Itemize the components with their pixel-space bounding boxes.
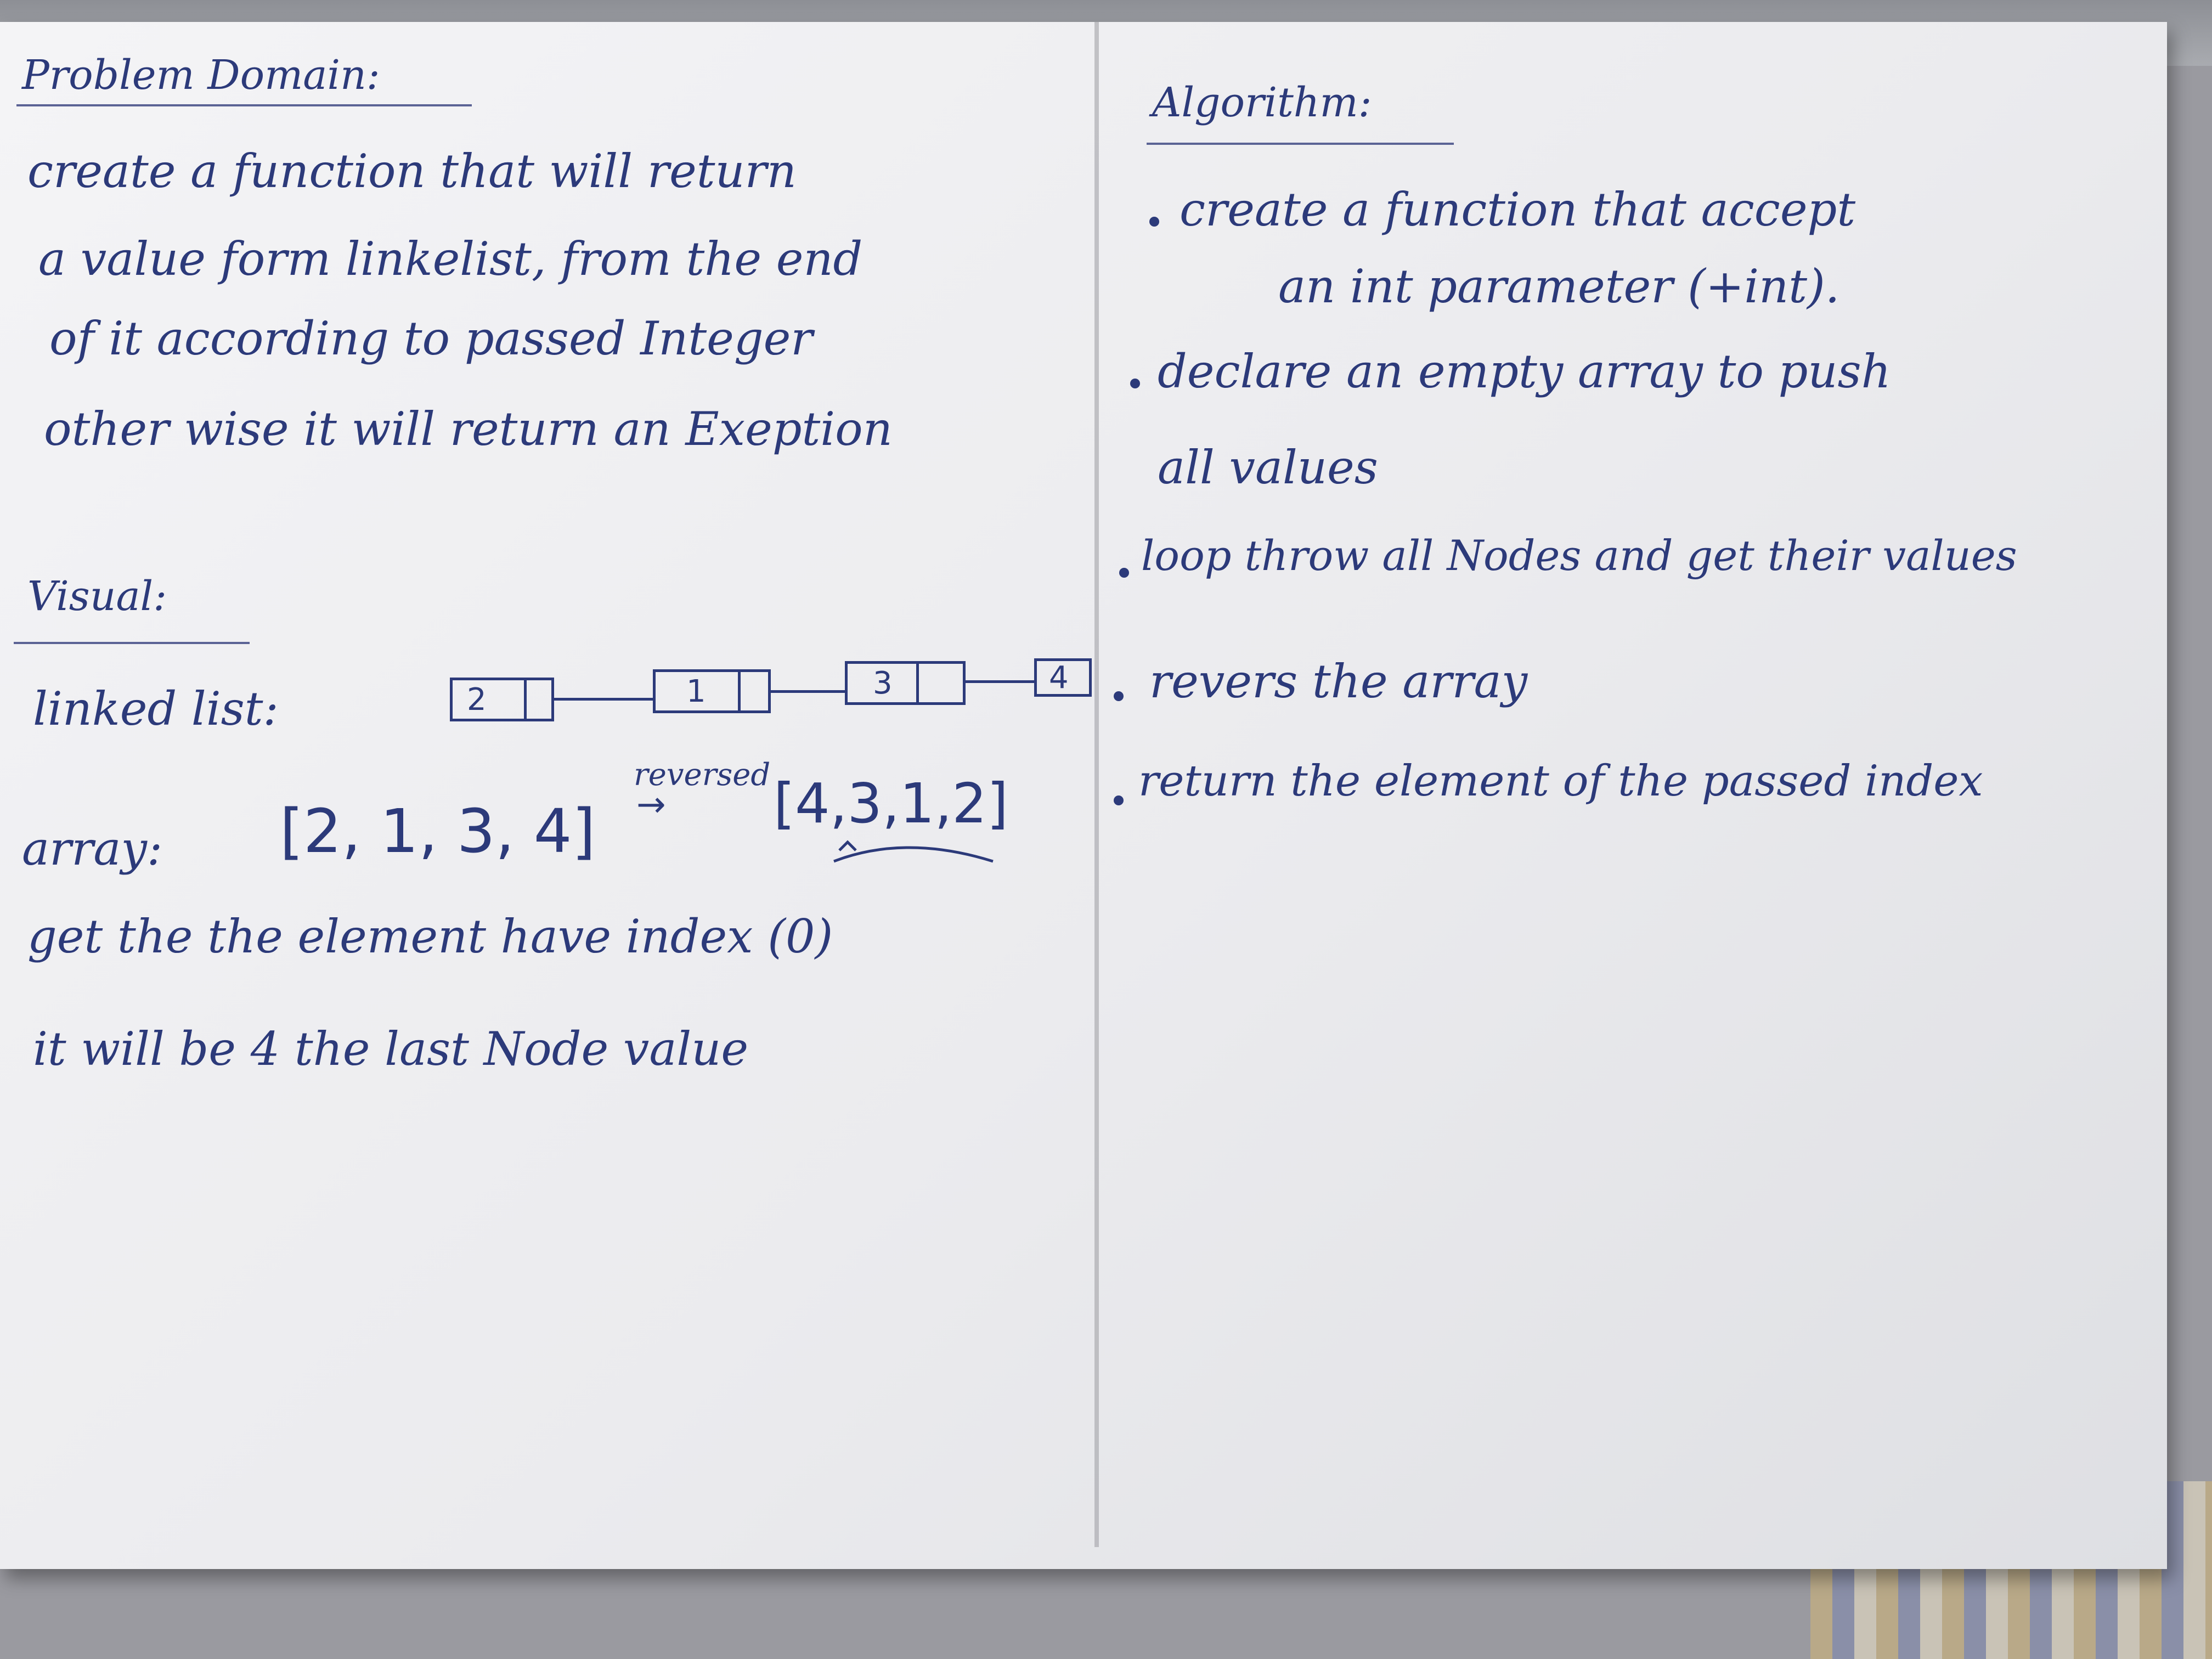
node-value: 3 [873, 665, 893, 701]
problem-domain-heading: Problem Domain: [22, 52, 380, 99]
explanation-line: get the the element have index (0) [27, 910, 833, 963]
node-box [845, 661, 966, 705]
bullet-icon [1119, 568, 1129, 578]
bullet-icon [1130, 379, 1140, 388]
node-link [554, 698, 653, 701]
explanation-line: it will be 4 the last Node value [33, 1022, 749, 1076]
node-link [966, 680, 1034, 683]
bullet-icon [1114, 691, 1124, 701]
description-line: of it according to passed Integer [49, 312, 813, 365]
node-box [1034, 658, 1092, 697]
algorithm-step: return the element of the passed index [1138, 757, 1983, 806]
bullet-icon [1149, 217, 1159, 227]
algorithm-step: all values [1158, 441, 1378, 494]
description-line: other wise it will return an Exeption [44, 402, 893, 456]
node-value: 2 [467, 681, 487, 718]
node-box [653, 669, 771, 713]
node-link [771, 690, 845, 693]
node-value: 1 [686, 673, 706, 709]
column-divider [1094, 22, 1099, 1547]
visual-heading: Visual: [27, 573, 167, 620]
algorithm-underline [1147, 143, 1454, 145]
algorithm-step: create a function that accept [1180, 183, 1856, 236]
algorithm-step: loop throw all Nodes and get their values [1141, 531, 2017, 580]
linked-list-label: linked list: [33, 682, 279, 736]
bullet-icon [1114, 795, 1124, 805]
array-label: array: [22, 822, 163, 876]
algorithm-heading: Algorithm: [1152, 79, 1372, 126]
reversed-array-value: [4,3,1,2] [774, 771, 1008, 836]
reversed-label: reversed [634, 757, 771, 793]
visual-underline [14, 642, 250, 644]
whiteboard [0, 22, 2167, 1569]
node-box [450, 678, 554, 721]
description-line: create a function that will return [27, 144, 797, 198]
heading-underline [16, 104, 472, 106]
description-line: a value form linkelist, from the end [38, 232, 863, 286]
algorithm-step: revers the array [1149, 654, 1528, 708]
array-value: [2, 1, 3, 4] [280, 796, 596, 866]
index-pointer-arc [823, 828, 1004, 878]
arrow-icon: → [636, 785, 666, 825]
algorithm-step: an int parameter (+int). [1278, 259, 1840, 313]
node-value: 4 [1049, 659, 1069, 696]
algorithm-step: declare an empty array to push [1158, 345, 1891, 398]
